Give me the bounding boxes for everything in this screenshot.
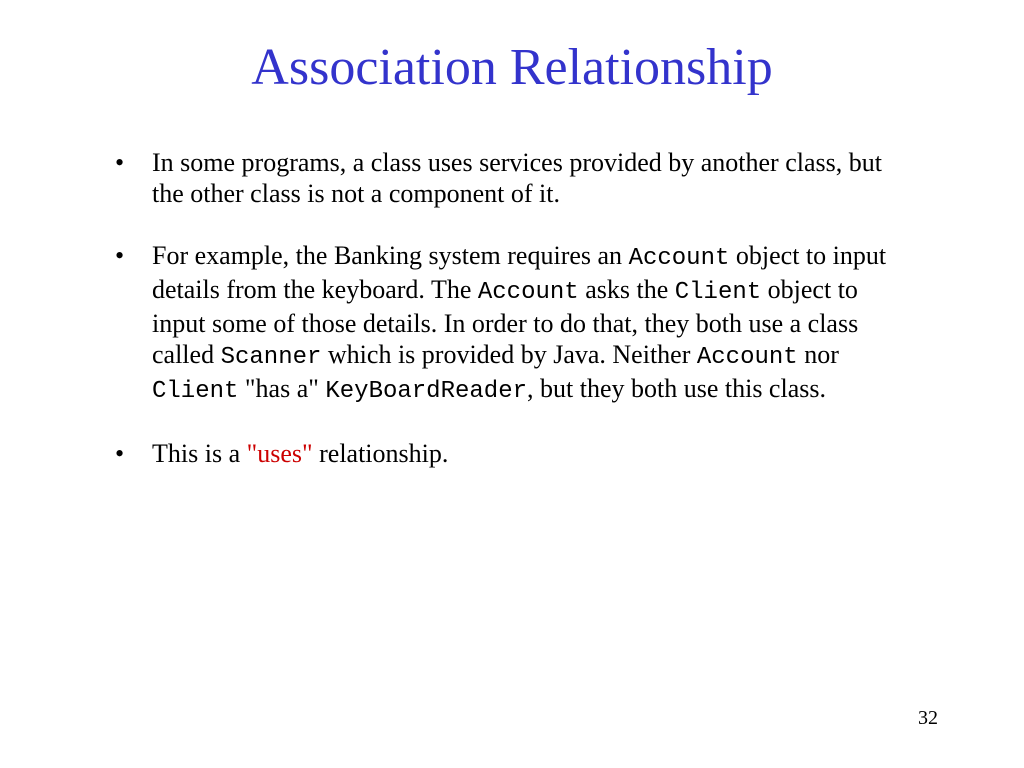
bullet-item-1 [115, 147, 915, 209]
bullet-item-2 [115, 240, 915, 407]
bullet-text-segment: , but they both use this class. [527, 374, 826, 403]
bullet-text-segment: relationship. [312, 439, 449, 468]
bullet-text-segment: which is provided by Java. Neither [321, 340, 697, 369]
bullet-text-segment: object to input details from the keyboard. The [152, 241, 887, 304]
bullet-icon: • [115, 241, 125, 270]
uses-highlight: "uses" [246, 439, 313, 468]
bullet-text-segment: nor [797, 340, 839, 369]
code-keyboardreader: KeyBoardReader [325, 378, 527, 405]
code-account: Account [696, 344, 798, 371]
bullet-text-segment: asks the [578, 275, 675, 304]
bullet-text-segment: For example, the Banking system requires an [152, 241, 629, 270]
code-scanner: Scanner [220, 344, 322, 371]
bullet-text-segment: "has a" [238, 374, 326, 403]
page-number: 32 [918, 707, 938, 729]
bullet-item-3 [115, 438, 915, 469]
bullet-list [115, 147, 915, 500]
code-client: Client [674, 279, 762, 306]
bullet-text-segment: This is a [152, 439, 247, 468]
code-account: Account [477, 279, 579, 306]
bullet-icon: • [115, 148, 125, 177]
bullet-text-segment: object to input some of those details. In order to do that, they both use a class called [152, 275, 859, 369]
bullet-text: In some programs, a class uses services provided by another class, but the other class is not a component of it. [152, 148, 882, 208]
code-client: Client [152, 378, 239, 405]
bullet-icon: • [115, 439, 125, 468]
slide-title: Association Relationship [251, 39, 773, 96]
code-account: Account [628, 245, 730, 272]
